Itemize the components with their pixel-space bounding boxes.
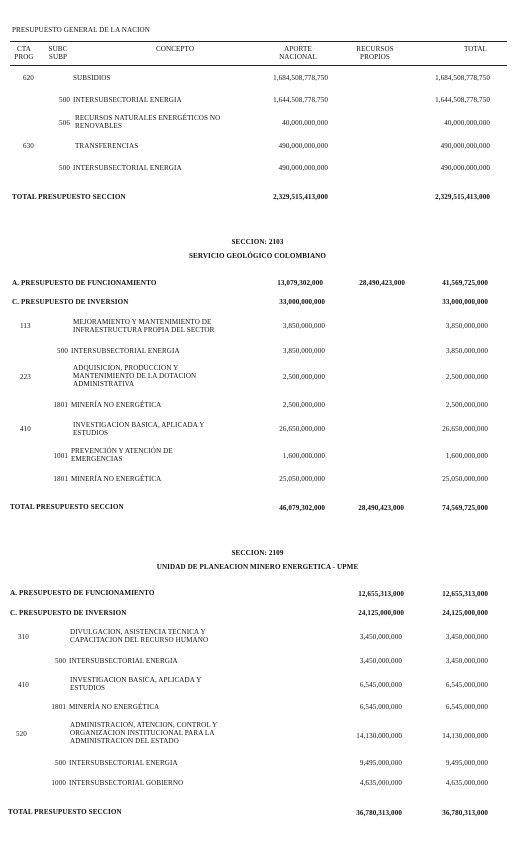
section-heading: SECCION: 2109 xyxy=(231,549,284,557)
concepto: INTERSUBSECTORIAL ENERGIA xyxy=(73,96,182,104)
recursos-propios: 6,545,000,000 xyxy=(359,681,402,689)
inversion-label: C. PRESUPUESTO DE INVERSION xyxy=(10,609,127,617)
total: 1,644,508,778,750 xyxy=(435,96,490,104)
col-header-aporte: APORTE NACIONAL xyxy=(279,45,317,62)
concepto: SUBSIDIOS xyxy=(73,74,111,82)
concepto: MINERÍA NO ENERGÉTICA xyxy=(71,401,162,409)
aporte-nacional: 1,600,000,000 xyxy=(282,452,325,460)
recursos-propios: 3,450,000,000 xyxy=(359,657,402,665)
header-top-rule xyxy=(10,41,507,42)
cta-prog: 410 xyxy=(18,681,29,689)
concepto: MINERÍA NO ENERGÉTICA xyxy=(71,475,162,483)
total: 3,450,000,000 xyxy=(445,657,488,665)
cta-prog: 630 xyxy=(23,142,34,150)
cta-prog: 113 xyxy=(20,322,31,330)
section-name: SERVICIO GEOLÓGICO COLOMBIANO xyxy=(188,252,327,260)
col-header-total: TOTAL xyxy=(463,45,487,53)
inversion-aporte: 33,000,000,000 xyxy=(279,298,325,306)
cta-prog: 620 xyxy=(23,74,34,82)
total: 2,500,000,000 xyxy=(445,373,488,381)
total: 26,650,000,000 xyxy=(442,425,488,433)
funcionamiento-label: A. PRESUPUESTO DE FUNCIONAMIENTO xyxy=(12,279,157,287)
funcionamiento-recursos: 12,655,313,000 xyxy=(358,590,404,598)
recursos-propios: 14,130,000,000 xyxy=(356,732,402,740)
cta-prog: 223 xyxy=(20,373,31,381)
aporte-nacional: 25,050,000,000 xyxy=(279,475,325,483)
aporte-nacional: 1,644,508,778,750 xyxy=(273,96,328,104)
cta-prog: 310 xyxy=(18,633,29,641)
concepto: RECURSOS NATURALES ENERGÉTICOS NO RENOVABLES xyxy=(75,114,221,131)
funcionamiento-recursos: 28,490,423,000 xyxy=(359,279,405,287)
total: 4,635,000,000 xyxy=(445,779,488,787)
inversion-recursos: 24,125,000,000 xyxy=(358,609,404,617)
aporte-nacional: 3,850,000,000 xyxy=(282,322,325,330)
subc-subp: 500 xyxy=(57,347,68,355)
total: 3,850,000,000 xyxy=(445,322,488,330)
aporte-nacional: 490,000,000,000 xyxy=(278,164,328,172)
aporte-nacional: 2,500,000,000 xyxy=(282,401,325,409)
total: 40,000,000,000 xyxy=(444,119,490,127)
subc-subp: 1801 xyxy=(53,475,68,483)
concepto: INVESTIGACION BASICA, APLICADA Y ESTUDIOS xyxy=(73,421,205,438)
aporte-nacional: 2,500,000,000 xyxy=(282,373,325,381)
cta-prog: 520 xyxy=(16,730,27,738)
recursos-propios: 3,450,000,000 xyxy=(359,633,402,641)
recursos-propios: 4,635,000,000 xyxy=(359,779,402,787)
recursos-propios: 6,545,000,000 xyxy=(359,703,402,711)
concepto: MINERÍA NO ENERGÉTICA xyxy=(69,703,160,711)
col-header-cta: CTA PROG xyxy=(14,45,34,62)
section-name: UNIDAD DE PLANEACION MINERO ENERGETICA - UPME xyxy=(156,563,359,571)
funcionamiento-total: 12,655,313,000 xyxy=(442,590,488,598)
total-label: TOTAL PRESUPUESTO SECCION xyxy=(8,808,122,816)
total: 25,050,000,000 xyxy=(442,475,488,483)
funcionamiento-aporte: 13,079,302,000 xyxy=(277,279,323,287)
total: 3,850,000,000 xyxy=(445,347,488,355)
total-total: 74,569,725,000 xyxy=(442,504,488,512)
recursos-propios: 9,495,000,000 xyxy=(359,759,402,767)
concepto: INTERSUBSECTORIAL ENERGIA xyxy=(73,164,182,172)
subc-subp: 1001 xyxy=(53,452,68,460)
aporte-nacional: 1,684,508,778,750 xyxy=(273,74,328,82)
page-title: PRESUPUESTO GENERAL DE LA NACION xyxy=(12,26,150,34)
aporte-nacional: 3,850,000,000 xyxy=(282,347,325,355)
total: 14,130,000,000 xyxy=(442,732,488,740)
concepto: MEJORAMIENTO Y MANTENIMIENTO DE INFRAESTRUCTURA PROPIA DEL SECTOR xyxy=(73,318,215,335)
subc-subp: 1801 xyxy=(51,703,66,711)
funcionamiento-label: A. PRESUPUESTO DE FUNCIONAMIENTO xyxy=(10,589,155,597)
concepto: INTERSUBSECTORIAL ENERGIA xyxy=(69,657,178,665)
total-total: 36,780,313,000 xyxy=(442,809,488,817)
inversion-label: C. PRESUPUESTO DE INVERSION xyxy=(12,298,129,306)
total: 1,600,000,000 xyxy=(445,452,488,460)
inversion-total: 33,000,000,000 xyxy=(442,298,488,306)
total: 490,000,000,000 xyxy=(440,142,490,150)
concepto: DIVULGACION, ASISTENCIA TECNICA Y CAPACITACION DEL RECURSO HUMANO xyxy=(70,628,209,645)
total-recursos: 28,490,423,000 xyxy=(358,504,404,512)
total-recursos: 36,780,313,000 xyxy=(356,809,402,817)
total-label: TOTAL PRESUPUESTO SECCION xyxy=(10,503,124,511)
total: 6,545,000,000 xyxy=(445,681,488,689)
total: 1,684,508,778,750 xyxy=(435,74,490,82)
inversion-total: 24,125,000,000 xyxy=(442,609,488,617)
concepto: TRANSFERENCIAS xyxy=(75,142,139,150)
aporte-nacional: 40,000,000,000 xyxy=(282,119,328,127)
header-bottom-rule xyxy=(10,65,507,66)
total-label: TOTAL PRESUPUESTO SECCION xyxy=(12,193,126,201)
total: 490,000,000,000 xyxy=(440,164,490,172)
cta-prog: 410 xyxy=(20,425,31,433)
subc-subp: 500 xyxy=(59,164,70,172)
total-aporte: 2,329,515,413,000 xyxy=(273,193,328,201)
total: 3,450,000,000 xyxy=(445,633,488,641)
subc-subp: 500 xyxy=(59,96,70,104)
total-aporte: 46,079,302,000 xyxy=(279,504,325,512)
concepto: INTERSUBSECTORIAL GOBIERNO xyxy=(69,779,184,787)
col-header-subc: SUBC SUBP xyxy=(48,45,68,62)
col-header-recursos: RECURSOS PROPIOS xyxy=(356,45,394,62)
subc-subp: 500 xyxy=(55,759,66,767)
section-heading: SECCION: 2103 xyxy=(231,238,284,246)
total: 9,495,000,000 xyxy=(445,759,488,767)
total: 6,545,000,000 xyxy=(445,703,488,711)
total-total: 2,329,515,413,000 xyxy=(435,193,490,201)
col-header-concepto: CONCEPTO xyxy=(155,45,195,53)
aporte-nacional: 490,000,000,000 xyxy=(278,142,328,150)
subc-subp: 500 xyxy=(55,657,66,665)
total: 2,500,000,000 xyxy=(445,401,488,409)
subc-subp: 506 xyxy=(59,119,70,127)
aporte-nacional: 26,650,000,000 xyxy=(279,425,325,433)
subc-subp: 1000 xyxy=(51,779,66,787)
concepto: ADQUISICION, PRODUCCION Y MANTENIMIENTO DE LA DOTACION ADMINISTRATIVA xyxy=(73,364,197,389)
concepto: INVESTIGACION BASICA, APLICADA Y ESTUDIOS xyxy=(70,676,202,693)
concepto: ADMINISTRACION, ATENCION, CONTROL Y ORGANIZACION INSTITUCIONAL PARA LA ADMINISTRACION DEL ESTADO xyxy=(70,721,218,746)
concepto: INTERSUBSECTORIAL ENERGIA xyxy=(69,759,178,767)
concepto: INTERSUBSECTORIAL ENERGIA xyxy=(71,347,180,355)
concepto: PREVENCIÓN Y ATENCIÓN DE EMERGENCIAS xyxy=(71,447,173,464)
funcionamiento-total: 41,569,725,000 xyxy=(442,279,488,287)
subc-subp: 1801 xyxy=(53,401,68,409)
